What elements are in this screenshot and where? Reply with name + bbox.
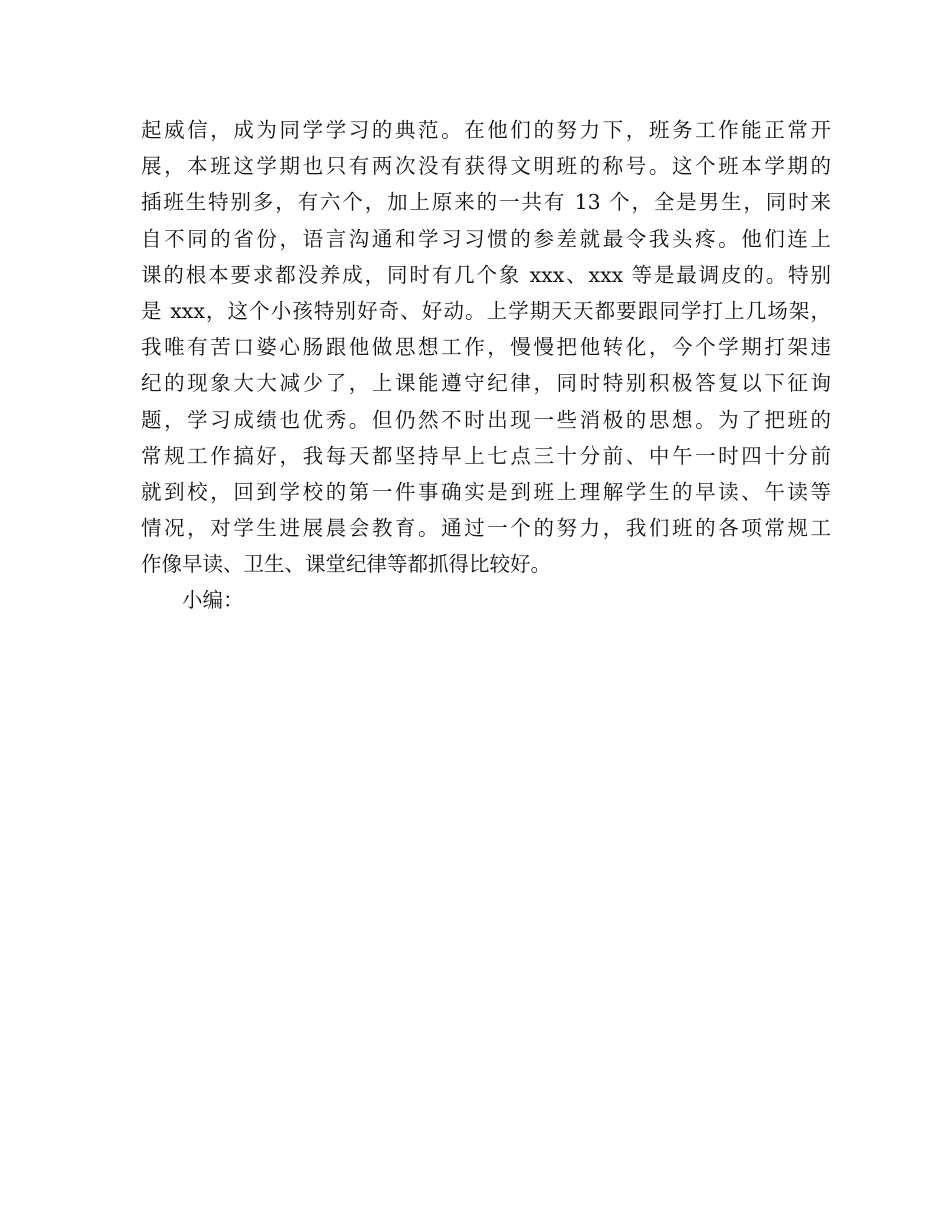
text-line-9: 题，学习成绩也优秀。但仍然不时出现一些消极的思想。为了把班的 [141,407,831,432]
text-line-10: 常规工作搞好，我每天都坚持早上七点三十分前、中午一时四十分前 [141,443,831,468]
text-line-11: 就到校，回到学校的第一件事确实是到班上理解学生的早读、午读等 [141,479,831,504]
text-line-6: 是 xxx，这个小孩特别好奇、好动。上学期天天都要跟同学打上几场架， [141,298,831,323]
text-line-3: 插班生特别多，有六个，加上原来的一共有 13 个，全是男生，同时来 [141,190,831,215]
text-line-12: 情况，对学生进展晨会教育。通过一个的努力，我们班的各项常规工 [141,516,831,541]
text-line-4: 自不同的省份，语言沟通和学习习惯的参差就最令我头疼。他们连上 [141,226,831,251]
text-line-2: 展，本班这学期也只有两次没有获得文明班的称号。这个班本学期的 [141,154,831,179]
text-line-1: 起威信，成为同学学习的典范。在他们的努力下，班务工作能正常开 [141,118,831,142]
body-text [141,112,831,619]
text-line-5: 课的根本要求都没养成，同时有几个象 xxx、xxx 等是最调皮的。特别 [141,262,831,287]
text-line-13: 作像早读、卫生、课堂纪律等都抓得比较好。 [141,552,551,577]
text-line-8: 纪的现象大大减少了，上课能遵守纪律，同时特别积极答复以下征询 [141,371,831,396]
text-line-7: 我唯有苦口婆心肠跟他做思想工作，慢慢把他转化，今个学期打架违 [141,335,831,360]
editor-label: 小编： [182,588,244,613]
